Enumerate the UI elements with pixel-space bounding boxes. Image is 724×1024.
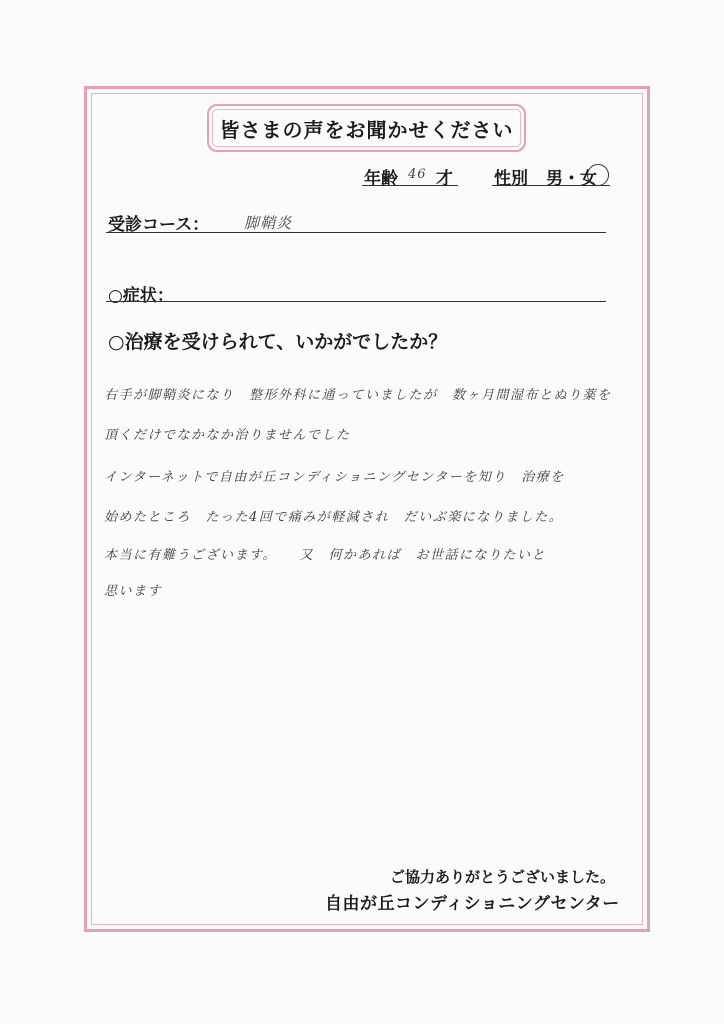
gender-underline	[492, 185, 610, 186]
symptom-label: ○症状：	[108, 286, 174, 306]
gender-selected-circle	[587, 164, 609, 186]
gender-options: 男・女	[546, 169, 597, 189]
comment-line-3: インターネットで自由が丘コンディショニングセンターを知り 治療を	[104, 470, 565, 485]
comment-line-1: 右手が脚鞘炎になり 整形外科に通っていましたが 数ヶ月間湿布とぬり薬を	[104, 388, 612, 403]
form-title: 皆さまの声をお聞かせください	[207, 104, 526, 152]
comment-line-6: 思います	[104, 584, 163, 599]
course-value: 脚鞘炎	[244, 214, 293, 232]
age-label: 年齢	[364, 169, 398, 189]
age-value: 46	[408, 167, 427, 182]
course-label: 受診コース：	[108, 215, 210, 235]
course-underline	[106, 232, 606, 233]
thanks-text: ご協力ありがとうございました。	[390, 868, 616, 886]
age-underline	[362, 185, 458, 186]
age-unit: 才	[436, 169, 453, 189]
comment-line-4: 始めたところ たった4回で痛みが軽減され だいぶ楽になりました。	[104, 510, 564, 525]
question-heading: ○治療を受けられて、いかがでしたか？	[108, 331, 448, 353]
center-name: 自由が丘コンディショニングセンター	[325, 894, 620, 914]
comment-line-5: 本当に有難うございます。 又 何かあれば お世話になりたいと	[104, 548, 546, 563]
comment-line-2: 頂くだけでなかなか治りませんでした	[104, 428, 351, 443]
gender-label: 性別	[494, 169, 528, 189]
symptom-underline	[106, 301, 606, 302]
